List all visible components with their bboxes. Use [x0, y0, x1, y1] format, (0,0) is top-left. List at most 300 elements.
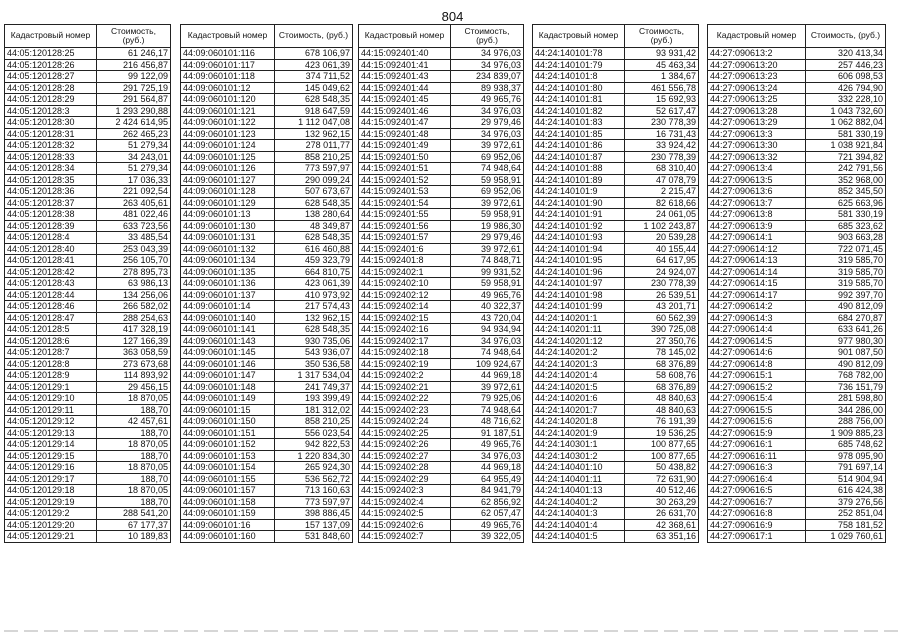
table-row	[359, 485, 524, 497]
cost-cell: 49 965,76	[451, 289, 524, 301]
cost-cell: 67 177,37	[97, 519, 171, 531]
cadastral-number-cell: 44:24:140401:2	[533, 496, 625, 508]
table-row	[708, 381, 886, 393]
table-row	[181, 462, 353, 474]
table-row	[708, 266, 886, 278]
cost-cell: 157 137,09	[275, 519, 353, 531]
cadastral-number-cell: 44:05:120128:39	[5, 220, 97, 232]
cadastral-number-cell: 44:24:140101:79	[533, 59, 625, 71]
cadastral-number-cell: 44:24:140101:95	[533, 255, 625, 267]
cadastral-number-cell: 44:24:140101:83	[533, 117, 625, 129]
table-row	[181, 151, 353, 163]
table-row	[5, 312, 171, 324]
cadastral-number-cell: 44:27:090613:29	[708, 117, 806, 129]
table-row	[533, 243, 699, 255]
table-row	[359, 255, 524, 267]
cost-cell: 685 748,62	[806, 439, 886, 451]
table-row	[708, 301, 886, 313]
cost-cell: 62 057,47	[451, 508, 524, 520]
cadastral-number-cell: 44:15:092401:6	[359, 243, 451, 255]
cadastre-table-3	[358, 24, 524, 543]
table-row	[708, 324, 886, 336]
cost-cell: 114 893,92	[97, 370, 171, 382]
table-row	[5, 209, 171, 221]
cost-cell: 49 965,76	[451, 519, 524, 531]
table-row	[359, 324, 524, 336]
cadastral-number-cell: 44:27:090613:23	[708, 71, 806, 83]
cost-cell: 278 011,77	[275, 140, 353, 152]
table-row	[5, 48, 171, 60]
cost-cell: 64 617,95	[625, 255, 699, 267]
table-row	[181, 473, 353, 485]
cost-cell: 39 972,61	[451, 197, 524, 209]
cadastral-number-cell: 44:15:092401:50	[359, 151, 451, 163]
cost-cell: 30 263,29	[625, 496, 699, 508]
cadastral-number-cell: 44:09:060101:126	[181, 163, 275, 175]
table-row	[359, 381, 524, 393]
table-row	[5, 71, 171, 83]
table-row	[533, 128, 699, 140]
cadastral-number-cell: 44:09:060101:16	[181, 519, 275, 531]
cadastral-number-cell: 44:27:090616:8	[708, 508, 806, 520]
cost-cell: 633 641,26	[806, 324, 886, 336]
cadastral-number-cell: 44:24:140101:86	[533, 140, 625, 152]
cost-cell: 44 969,18	[451, 462, 524, 474]
cadastral-number-cell: 44:15:092401:46	[359, 105, 451, 117]
table-row	[5, 301, 171, 313]
table-row	[181, 128, 353, 140]
cost-cell: 678 106,97	[275, 48, 353, 60]
cadastral-number-cell: 44:09:060101:158	[181, 496, 275, 508]
table-row	[181, 496, 353, 508]
table-row	[5, 186, 171, 198]
cadastral-number-cell: 44:09:060101:121	[181, 105, 275, 117]
cost-cell: 918 647,59	[275, 105, 353, 117]
cadastral-number-cell: 44:09:060101:155	[181, 473, 275, 485]
column-header-cost: Стоимость, (руб.)	[275, 25, 353, 48]
cadastral-number-cell: 44:05:120129:19	[5, 496, 97, 508]
table-row	[5, 519, 171, 531]
cost-cell: 273 673,68	[97, 358, 171, 370]
cost-cell: 768 782,00	[806, 370, 886, 382]
cadastral-number-cell: 44:15:092401:47	[359, 117, 451, 129]
table-row	[181, 197, 353, 209]
table-row	[359, 358, 524, 370]
cost-cell: 721 394,82	[806, 151, 886, 163]
table-row	[5, 105, 171, 117]
table-row	[5, 174, 171, 186]
table-row	[181, 531, 353, 543]
cost-cell: 291 725,19	[97, 82, 171, 94]
table-row	[181, 232, 353, 244]
cost-cell: 18 870,05	[97, 485, 171, 497]
cost-cell: 319 585,70	[806, 255, 886, 267]
cost-cell: 291 564,87	[97, 94, 171, 106]
column-header-cadastral: Кадастровый номер	[181, 25, 275, 48]
table-row	[359, 94, 524, 106]
table-row	[5, 393, 171, 405]
cost-cell: 481 022,46	[97, 209, 171, 221]
cost-cell: 26 631,70	[625, 508, 699, 520]
column-header-cost: Стоимость, (руб.)	[97, 25, 171, 48]
cost-cell: 352 968,00	[806, 174, 886, 186]
table-row	[181, 427, 353, 439]
cost-cell: 616 460,88	[275, 243, 353, 255]
cost-cell: 29 456,15	[97, 381, 171, 393]
cost-cell: 685 323,62	[806, 220, 886, 232]
cadastral-number-cell: 44:27:090616:7	[708, 496, 806, 508]
cadastral-number-cell: 44:09:060101:129	[181, 197, 275, 209]
cadastral-number-cell: 44:15:092402:24	[359, 416, 451, 428]
table-row	[533, 324, 699, 336]
table-row	[181, 48, 353, 60]
cadastral-number-cell: 44:15:092401:57	[359, 232, 451, 244]
cadastral-number-cell: 44:09:060101:116	[181, 48, 275, 60]
table-row	[533, 427, 699, 439]
cost-cell: 76 191,39	[625, 416, 699, 428]
cadastral-number-cell: 44:27:090613:9	[708, 220, 806, 232]
cadastral-number-cell: 44:05:120129:20	[5, 519, 97, 531]
cost-cell: 68 376,89	[625, 358, 699, 370]
cadastral-number-cell: 44:09:060101:127	[181, 174, 275, 186]
cadastral-number-cell: 44:24:140201:3	[533, 358, 625, 370]
cadastral-number-cell: 44:15:092402:23	[359, 404, 451, 416]
cadastral-number-cell: 44:15:092402:4	[359, 496, 451, 508]
cadastral-number-cell: 44:24:140101:8	[533, 71, 625, 83]
table-row	[181, 94, 353, 106]
cadastral-number-cell: 44:09:060101:153	[181, 450, 275, 462]
table-row	[359, 312, 524, 324]
cost-cell: 62 856,92	[451, 496, 524, 508]
table-row	[181, 243, 353, 255]
cadastral-number-cell: 44:27:090613:7	[708, 197, 806, 209]
cost-cell: 2 424 614,95	[97, 117, 171, 129]
cadastral-number-cell: 44:09:060101:124	[181, 140, 275, 152]
cost-cell: 69 952,06	[451, 151, 524, 163]
cost-cell: 903 663,28	[806, 232, 886, 244]
table-row	[181, 439, 353, 451]
cost-cell: 363 058,59	[97, 347, 171, 359]
table-row	[533, 163, 699, 175]
table-row	[533, 473, 699, 485]
cadastral-number-cell: 44:15:092402:22	[359, 393, 451, 405]
table-row	[5, 416, 171, 428]
cadastral-number-cell: 44:05:120128:40	[5, 243, 97, 255]
table-row	[533, 393, 699, 405]
cost-cell: 319 585,70	[806, 266, 886, 278]
table-row	[533, 94, 699, 106]
cadastral-number-cell: 44:27:090614:17	[708, 289, 806, 301]
cost-cell: 791 697,14	[806, 462, 886, 474]
cadastre-table-2	[180, 24, 353, 543]
cadastral-number-cell: 44:27:090613:25	[708, 94, 806, 106]
cadastral-number-cell: 44:27:090615:9	[708, 427, 806, 439]
table-row	[708, 439, 886, 451]
cost-cell: 216 456,87	[97, 59, 171, 71]
cost-cell: 1 043 732,60	[806, 105, 886, 117]
cost-cell: 109 924,67	[451, 358, 524, 370]
cost-cell: 188,70	[97, 450, 171, 462]
table-row	[359, 220, 524, 232]
cadastral-number-cell: 44:05:120129:14	[5, 439, 97, 451]
table-row	[5, 427, 171, 439]
table-row	[181, 404, 353, 416]
cadastral-number-cell: 44:27:090615:2	[708, 381, 806, 393]
table-row	[708, 370, 886, 382]
cost-cell: 256 105,70	[97, 255, 171, 267]
cadastral-number-cell: 44:24:140101:88	[533, 163, 625, 175]
cadastral-number-cell: 44:15:092401:8	[359, 255, 451, 267]
cost-cell: 100 877,65	[625, 450, 699, 462]
cadastral-number-cell: 44:27:090613:20	[708, 59, 806, 71]
cost-cell: 18 870,05	[97, 439, 171, 451]
cadastral-number-cell: 44:05:120128:36	[5, 186, 97, 198]
table-row	[708, 94, 886, 106]
cadastral-number-cell: 44:24:140201:8	[533, 416, 625, 428]
cadastral-number-cell: 44:27:090614:2	[708, 301, 806, 313]
cadastral-number-cell: 44:09:060101:122	[181, 117, 275, 129]
cadastral-number-cell: 44:05:120129:2	[5, 508, 97, 520]
table-row	[359, 496, 524, 508]
cost-cell: 266 582,02	[97, 301, 171, 313]
table-row	[708, 531, 886, 543]
cadastral-number-cell: 44:15:092402:3	[359, 485, 451, 497]
cadastral-number-cell: 44:27:090614:1	[708, 232, 806, 244]
cadastral-number-cell: 44:27:090614:6	[708, 347, 806, 359]
table-row	[708, 473, 886, 485]
table-row	[359, 209, 524, 221]
table-row	[533, 220, 699, 232]
cadastral-number-cell: 44:09:060101:159	[181, 508, 275, 520]
table-row	[181, 163, 353, 175]
table-row	[181, 416, 353, 428]
cost-cell: 188,70	[97, 473, 171, 485]
table-row	[181, 220, 353, 232]
cost-cell: 514 904,94	[806, 473, 886, 485]
cost-cell: 72 631,90	[625, 473, 699, 485]
cost-cell: 459 323,79	[275, 255, 353, 267]
cost-cell: 1 220 834,30	[275, 450, 353, 462]
table-row	[5, 94, 171, 106]
cost-cell: 59 958,91	[451, 174, 524, 186]
cadastral-number-cell: 44:27:090613:5	[708, 174, 806, 186]
table-row	[533, 48, 699, 60]
table-row	[533, 531, 699, 543]
cost-cell: 48 840,63	[625, 393, 699, 405]
table-row	[5, 508, 171, 520]
cadastral-number-cell: 44:05:120129:1	[5, 381, 97, 393]
table-row	[359, 151, 524, 163]
cadastral-number-cell: 44:24:140401:5	[533, 531, 625, 543]
cost-cell: 423 061,39	[275, 59, 353, 71]
table-row	[181, 335, 353, 347]
page-number: 804	[441, 9, 464, 24]
cadastral-number-cell: 44:15:092401:53	[359, 186, 451, 198]
cost-cell: 263 405,61	[97, 197, 171, 209]
cost-cell: 188,70	[97, 404, 171, 416]
cost-cell: 581 330,19	[806, 128, 886, 140]
cadastral-number-cell: 44:09:060101:136	[181, 278, 275, 290]
cost-cell: 48 349,87	[275, 220, 353, 232]
cadastral-number-cell: 44:15:092402:15	[359, 312, 451, 324]
cost-cell: 89 938,37	[451, 82, 524, 94]
cost-cell: 39 322,05	[451, 531, 524, 543]
table-row	[359, 243, 524, 255]
cost-cell: 556 023,54	[275, 427, 353, 439]
cadastral-number-cell: 44:09:060101:14	[181, 301, 275, 313]
table-row	[5, 358, 171, 370]
table-row	[708, 71, 886, 83]
cost-cell: 59 958,91	[451, 209, 524, 221]
cadastral-number-cell: 44:15:092402:6	[359, 519, 451, 531]
table-row	[708, 358, 886, 370]
cost-cell: 684 270,87	[806, 312, 886, 324]
cadastral-number-cell: 44:05:120128:37	[5, 197, 97, 209]
cost-cell: 193 399,49	[275, 393, 353, 405]
cost-cell: 145 049,62	[275, 82, 353, 94]
table-row	[708, 508, 886, 520]
cost-cell: 1 384,67	[625, 71, 699, 83]
cost-cell: 230 778,39	[625, 151, 699, 163]
cadastral-number-cell: 44:15:092402:14	[359, 301, 451, 313]
table-row	[5, 243, 171, 255]
cost-cell: 40 155,44	[625, 243, 699, 255]
table-row	[181, 508, 353, 520]
cadastral-number-cell: 44:09:060101:137	[181, 289, 275, 301]
cadastral-number-cell: 44:05:120128:3	[5, 105, 97, 117]
cost-cell: 48 840,63	[625, 404, 699, 416]
cadastral-number-cell: 44:15:092402:1	[359, 266, 451, 278]
cost-cell: 127 166,39	[97, 335, 171, 347]
table-row	[708, 140, 886, 152]
table-row	[181, 301, 353, 313]
table-row	[181, 381, 353, 393]
cadastral-number-cell: 44:27:090613:4	[708, 163, 806, 175]
table-row	[5, 324, 171, 336]
cost-cell: 181 312,02	[275, 404, 353, 416]
cost-cell: 134 256,06	[97, 289, 171, 301]
cadastral-number-cell: 44:15:092402:28	[359, 462, 451, 474]
table-row	[533, 312, 699, 324]
table-row	[181, 347, 353, 359]
table-row	[359, 416, 524, 428]
table-row	[181, 255, 353, 267]
table-row	[708, 496, 886, 508]
cadastral-number-cell: 44:05:120128:46	[5, 301, 97, 313]
cost-cell: 69 952,06	[451, 186, 524, 198]
cost-cell: 10 189,83	[97, 531, 171, 543]
cost-cell: 265 924,30	[275, 462, 353, 474]
cost-cell: 281 598,80	[806, 393, 886, 405]
cost-cell: 20 539,28	[625, 232, 699, 244]
cadastral-number-cell: 44:09:060101:134	[181, 255, 275, 267]
table-row	[359, 427, 524, 439]
table-row	[181, 278, 353, 290]
table-row	[181, 117, 353, 129]
cost-cell: 33 924,42	[625, 140, 699, 152]
table-row	[359, 347, 524, 359]
cadastral-number-cell: 44:24:140101:96	[533, 266, 625, 278]
cost-cell: 332 228,10	[806, 94, 886, 106]
cadastral-number-cell: 44:24:140101:97	[533, 278, 625, 290]
cadastral-number-cell: 44:09:060101:117	[181, 59, 275, 71]
cadastral-number-cell: 44:24:140401:3	[533, 508, 625, 520]
table-row	[181, 358, 353, 370]
table-row	[359, 278, 524, 290]
cost-cell: 461 556,78	[625, 82, 699, 94]
cost-cell: 68 376,89	[625, 381, 699, 393]
cadastral-number-cell: 44:15:092401:44	[359, 82, 451, 94]
table-row	[359, 519, 524, 531]
cadastral-number-cell: 44:27:090614:12	[708, 243, 806, 255]
cost-cell: 15 692,93	[625, 94, 699, 106]
cadastral-number-cell: 44:05:120128:8	[5, 358, 97, 370]
cost-cell: 319 585,70	[806, 278, 886, 290]
table-row	[359, 531, 524, 543]
cost-cell: 60 562,39	[625, 312, 699, 324]
table-row	[5, 335, 171, 347]
table-row	[533, 255, 699, 267]
cost-cell: 132 962,15	[275, 128, 353, 140]
cost-cell: 992 397,70	[806, 289, 886, 301]
cadastral-number-cell: 44:27:090616:1	[708, 439, 806, 451]
cost-cell: 63 351,16	[625, 531, 699, 543]
cost-cell: 68 310,40	[625, 163, 699, 175]
cost-cell: 19 986,30	[451, 220, 524, 232]
table-row	[708, 186, 886, 198]
cost-cell: 91 187,51	[451, 427, 524, 439]
cadastral-number-cell: 44:05:120128:34	[5, 163, 97, 175]
cost-cell: 426 794,90	[806, 82, 886, 94]
cost-cell: 34 243,01	[97, 151, 171, 163]
table-row	[708, 519, 886, 531]
table-row	[533, 209, 699, 221]
table-row	[708, 278, 886, 290]
cadastral-number-cell: 44:24:140101:99	[533, 301, 625, 313]
cost-cell: 48 716,62	[451, 416, 524, 428]
cost-cell: 43 720,04	[451, 312, 524, 324]
cadastral-number-cell: 44:05:120128:26	[5, 59, 97, 71]
cost-cell: 628 548,35	[275, 197, 353, 209]
cost-cell: 374 711,52	[275, 71, 353, 83]
table-row	[181, 71, 353, 83]
cost-cell: 1 317 534,04	[275, 370, 353, 382]
table-row	[359, 105, 524, 117]
column-header-cost: Стоимость, (руб.)	[625, 25, 699, 48]
table-row	[359, 82, 524, 94]
cadastral-number-cell: 44:15:092401:52	[359, 174, 451, 186]
table-row	[5, 82, 171, 94]
cadastral-number-cell: 44:24:140101:9	[533, 186, 625, 198]
cost-cell: 99 931,52	[451, 266, 524, 278]
table-row	[181, 174, 353, 186]
cadastral-number-cell: 44:05:120129:18	[5, 485, 97, 497]
table-row	[359, 370, 524, 382]
table-row	[533, 450, 699, 462]
cadastral-number-cell: 44:24:140101:81	[533, 94, 625, 106]
cost-cell: 628 548,35	[275, 232, 353, 244]
cadastral-number-cell: 44:09:060101:146	[181, 358, 275, 370]
cost-cell: 18 870,05	[97, 462, 171, 474]
cadastral-number-cell: 44:24:140201:5	[533, 381, 625, 393]
cadastral-number-cell: 44:05:120128:38	[5, 209, 97, 221]
table-row	[533, 519, 699, 531]
cost-cell: 1 102 243,87	[625, 220, 699, 232]
table-row	[708, 312, 886, 324]
cadastral-number-cell: 44:27:090613:2	[708, 48, 806, 60]
table-row	[359, 393, 524, 405]
column-header-cadastral: Кадастровый номер	[359, 25, 451, 48]
